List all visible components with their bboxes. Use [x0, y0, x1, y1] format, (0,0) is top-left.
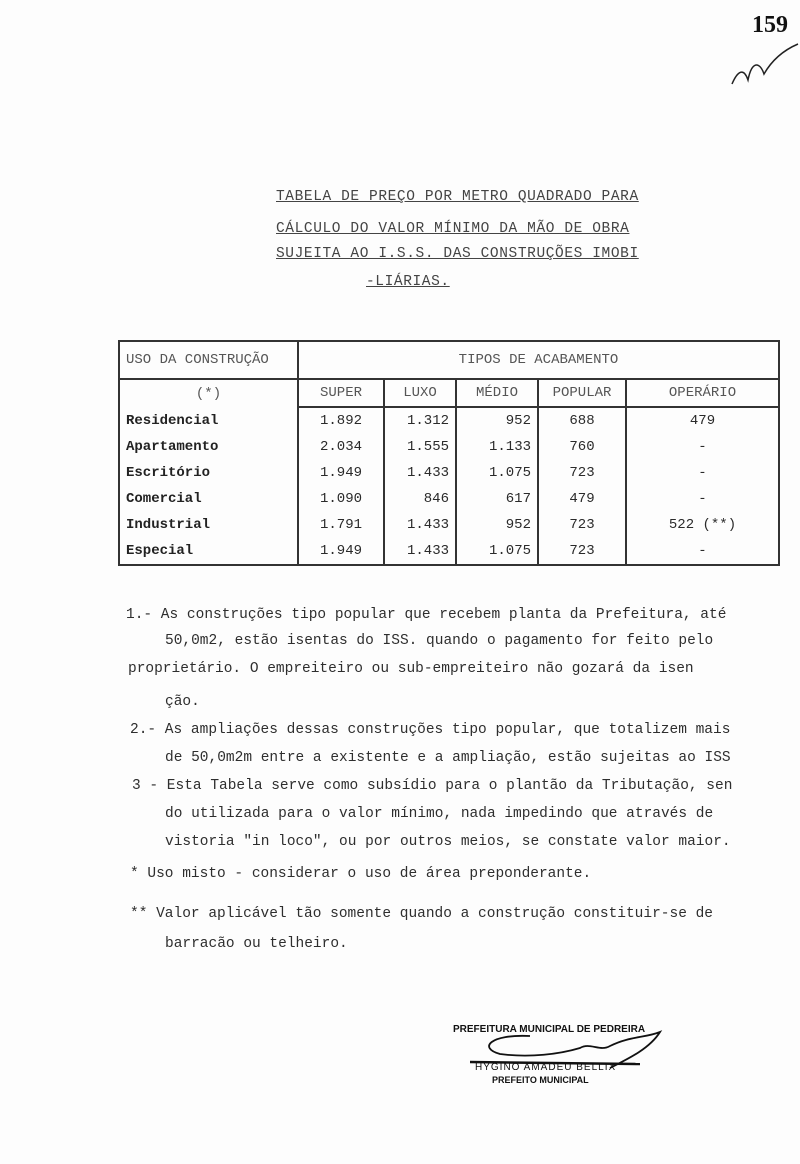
signatory-role: PREFEITO MUNICIPAL [492, 1075, 589, 1085]
title-line-3: SUJEITA AO I.S.S. DAS CONSTRUÇÕES IMOBI [276, 246, 639, 262]
table-cell: - [626, 434, 779, 460]
note-line: 1.- As construções tipo popular que recebem planta da Prefeitura, até [126, 607, 727, 623]
note-line: 50,0m2, estão isentas do ISS. quando o pagamento for feito pelo [165, 633, 714, 649]
title-line-1: TABELA DE PREÇO POR METRO QUADRADO PARA [276, 189, 639, 205]
table-cell: 846 [384, 486, 456, 512]
table-cell: 952 [456, 512, 538, 538]
title-line-2: CÁLCULO DO VALOR MÍNIMO DA MÃO DE OBRA [276, 221, 630, 237]
table-cell: 1.312 [384, 407, 456, 434]
table-cell: - [626, 460, 779, 486]
note-line: 2.- As ampliações dessas construções tipo popular, que totalizem mais [130, 722, 731, 738]
row-label: Industrial [119, 512, 298, 538]
table-cell: 952 [456, 407, 538, 434]
table-cell: 1.949 [298, 460, 384, 486]
note-line: barracão ou telheiro. [165, 936, 348, 952]
table-cell: 723 [538, 512, 626, 538]
table-cell: 1.075 [456, 460, 538, 486]
column-header: SUPER [298, 379, 384, 407]
table-row [119, 538, 779, 565]
row-label: Especial [119, 538, 298, 565]
corner-header: USO DA CONSTRUÇÃO [119, 341, 298, 379]
table-cell: 1.433 [384, 512, 456, 538]
table-cell: 723 [538, 460, 626, 486]
note-line: ção. [165, 694, 200, 710]
table-cell: 760 [538, 434, 626, 460]
table-cell: - [626, 538, 779, 565]
table-cell: 1.433 [384, 538, 456, 565]
table-cell: 1.555 [384, 434, 456, 460]
table-cell: - [626, 486, 779, 512]
table-row [119, 434, 779, 460]
row-label: Escritório [119, 460, 298, 486]
column-header: POPULAR [538, 379, 626, 407]
row-label: Comercial [119, 486, 298, 512]
table-cell: 522 (**) [626, 512, 779, 538]
row-label: Residencial [119, 407, 298, 434]
note-line: proprietário. O empreiteiro ou sub-empreiteiro não gozará da isen [128, 661, 694, 677]
signatory-name: HYGINO AMADEU BELLIX [475, 1062, 617, 1073]
row-label: Apartamento [119, 434, 298, 460]
handwritten-initial-icon [728, 40, 800, 90]
table-row [119, 460, 779, 486]
table-cell: 617 [456, 486, 538, 512]
note-line: vistoria "in loco", ou por outros meios, se constate valor maior. [165, 834, 731, 850]
stamp-line: PREFEITURA MUNICIPAL DE PEDREIRA [453, 1024, 646, 1035]
table-row [119, 512, 779, 538]
table-cell: 1.075 [456, 538, 538, 565]
note-line: do utilizada para o valor mínimo, nada impedindo que através de [165, 806, 714, 822]
column-header: MÉDIO [456, 379, 538, 407]
note-line: de 50,0m2m entre a existente e a ampliação, estão sujeitas ao ISS [165, 750, 731, 766]
note-line: ** Valor aplicável tão somente quando a construção constituir-se de [130, 906, 713, 922]
title-line-4: -LIÁRIAS. [366, 274, 450, 290]
table-row [119, 407, 779, 434]
use-note: (*) [119, 379, 298, 407]
table-cell: 1.949 [298, 538, 384, 565]
table-cell: 2.034 [298, 434, 384, 460]
table-cell: 1.892 [298, 407, 384, 434]
note-line: * Uso misto - considerar o uso de área preponderante. [130, 866, 592, 882]
price-table [118, 340, 780, 566]
table-cell: 688 [538, 407, 626, 434]
page-number: 159 [752, 12, 788, 38]
table-cell: 1.433 [384, 460, 456, 486]
table-cell: 1.791 [298, 512, 384, 538]
table-cell: 479 [626, 407, 779, 434]
table-cell: 1.133 [456, 434, 538, 460]
table-cell: 1.090 [298, 486, 384, 512]
table-cell: 723 [538, 538, 626, 565]
table-row [119, 486, 779, 512]
column-header: LUXO [384, 379, 456, 407]
note-line: 3 - Esta Tabela serve como subsídio para o plantão da Tributação, sen [132, 778, 733, 794]
table-cell: 479 [538, 486, 626, 512]
group-header: TIPOS DE ACABAMENTO [298, 341, 779, 379]
column-header: OPERÁRIO [626, 379, 779, 407]
